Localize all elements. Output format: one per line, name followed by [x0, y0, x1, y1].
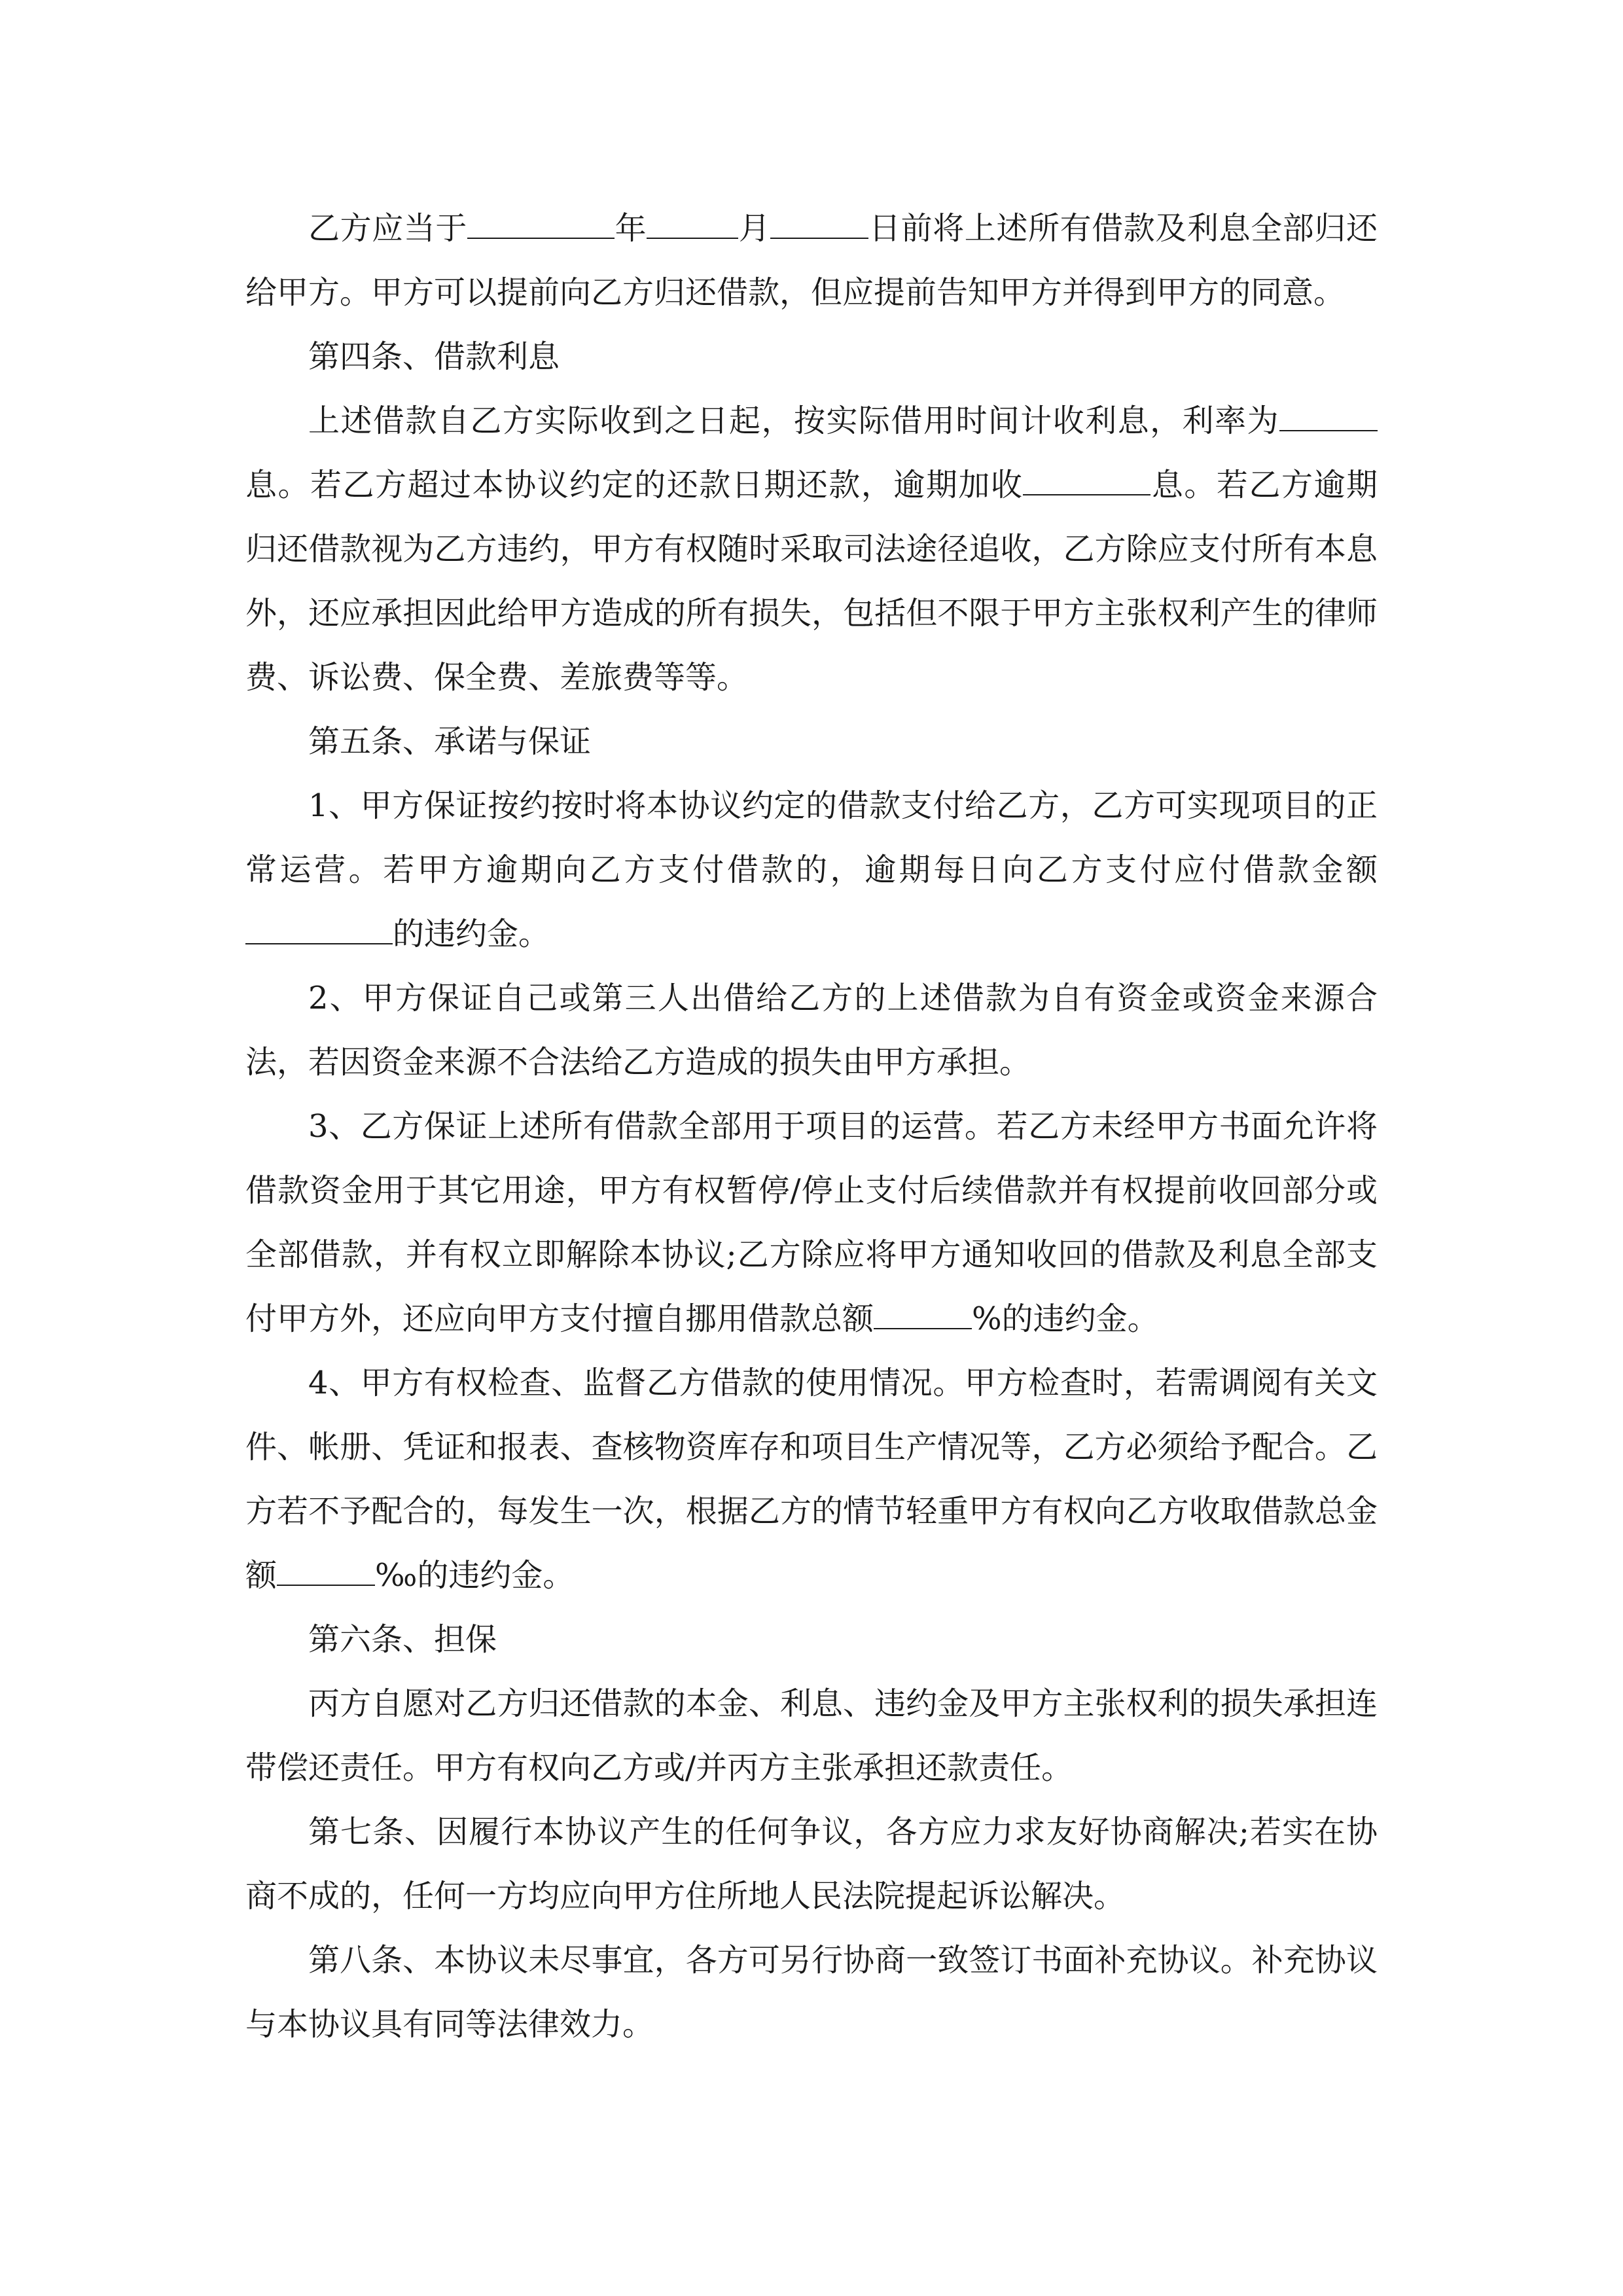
repayment-clause	[245, 196, 1378, 325]
item-1-text-rest: 的违约金。	[393, 916, 550, 952]
item-4-text-lead: 4、甲方有权检查、监督乙方借款的使用情况。甲方检查时，若需调阅有关文件、帐册、凭证和报表、查核物资库存和项目生产情况等，乙方必须给予配合。乙方若不予配合的，每发生一次，根据乙方的情节轻重甲方有权向乙方收取借款总金额	[245, 1365, 1378, 1594]
repayment-month-blank[interactable]	[647, 207, 738, 239]
overdue-interest-blank[interactable]	[1023, 464, 1150, 495]
month-label: 月	[738, 210, 771, 247]
article-5-item-3	[245, 1094, 1378, 1351]
item-4-text-rest: ‰的违约金。	[375, 1557, 575, 1594]
article-6-title: 第六条、担保	[308, 1621, 497, 1658]
document-body	[245, 196, 1378, 2056]
item-3-text-rest: %的违约金。	[972, 1300, 1159, 1337]
article-5-title: 第五条、承诺与保证	[308, 723, 592, 760]
article-4-title: 第四条、借款利息	[308, 338, 560, 375]
repayment-year-blank[interactable]	[467, 207, 615, 239]
article-8-supplement-clause: 第八条、本协议未尽事宜，各方可另行协商一致签订书面补充协议。补充协议与本协议具有同等法律效力。	[245, 1942, 1378, 2043]
interest-text-rest: 息。若乙方逾期归还借款视为乙方违约，甲方有权随时采取司法途径追收，乙方除应支付所有本息外，还应承担因此给甲方造成的所有损失，包括但不限于甲方主张权利产生的律师费、诉讼费、保全费、差旅费等等。	[245, 467, 1378, 696]
article-5-item-2: 2、甲方保证自己或第三人出借给乙方的上述借款为自有资金或资金来源合法，若因资金来源不合法给乙方造成的损失由甲方承担。	[245, 980, 1378, 1081]
article-5-item-4	[245, 1351, 1378, 1607]
interest-text-lead: 上述借款自乙方实际收到之日起，按实际借用时间计收利息，利率为	[308, 403, 1279, 439]
repayment-day-blank[interactable]	[770, 207, 868, 239]
repayment-text-lead: 乙方应当于	[308, 210, 467, 247]
item-3-text-lead: 3、乙方保证上述所有借款全部用于项目的运营。若乙方未经甲方书面允许将借款资金用于其它用途，甲方有权暂停/停止支付后续借款并有权提前收回部分或全部借款，并有权立即解除本协议;乙方除应将甲方通知收回的借款及利息全部支付甲方外，还应向甲方支付擅自挪用借款总额	[245, 1108, 1378, 1337]
repayment-text-rest: 日前将上述所有借款及利息全部归还给甲方。甲方可以提前向乙方归还借款，但应提前告知甲方并得到甲方的同意。	[245, 210, 1378, 311]
interest-text-mid: 息。若乙方超过本协议约定的还款日期还款，逾期加收	[245, 467, 1024, 503]
article-7-dispute-clause: 第七条、因履行本协议产生的任何争议，各方应力求友好协商解决;若实在协商不成的，任何一方均应向甲方住所地人民法院提起诉讼解决。	[245, 1814, 1378, 1914]
interest-rate-blank[interactable]	[1279, 400, 1378, 431]
article-5-item-1	[245, 774, 1378, 966]
misuse-penalty-blank[interactable]	[874, 1298, 972, 1329]
article-6-guarantee-clause: 丙方自愿对乙方归还借款的本金、利息、违约金及甲方主张权利的损失承担连带偿还责任。甲方有权向乙方或/并丙方主张承担还款责任。	[245, 1685, 1378, 1786]
year-label: 年	[615, 210, 647, 247]
daily-penalty-blank[interactable]	[245, 913, 393, 944]
noncooperation-penalty-blank[interactable]	[277, 1554, 375, 1586]
item-1-text-lead: 1、甲方保证按约按时将本协议约定的借款支付给乙方，乙方可实现项目的正常运营。若甲方逾期向乙方支付借款的，逾期每日向乙方支付应付借款金额	[245, 787, 1378, 888]
article-4-interest-clause	[245, 389, 1378, 709]
